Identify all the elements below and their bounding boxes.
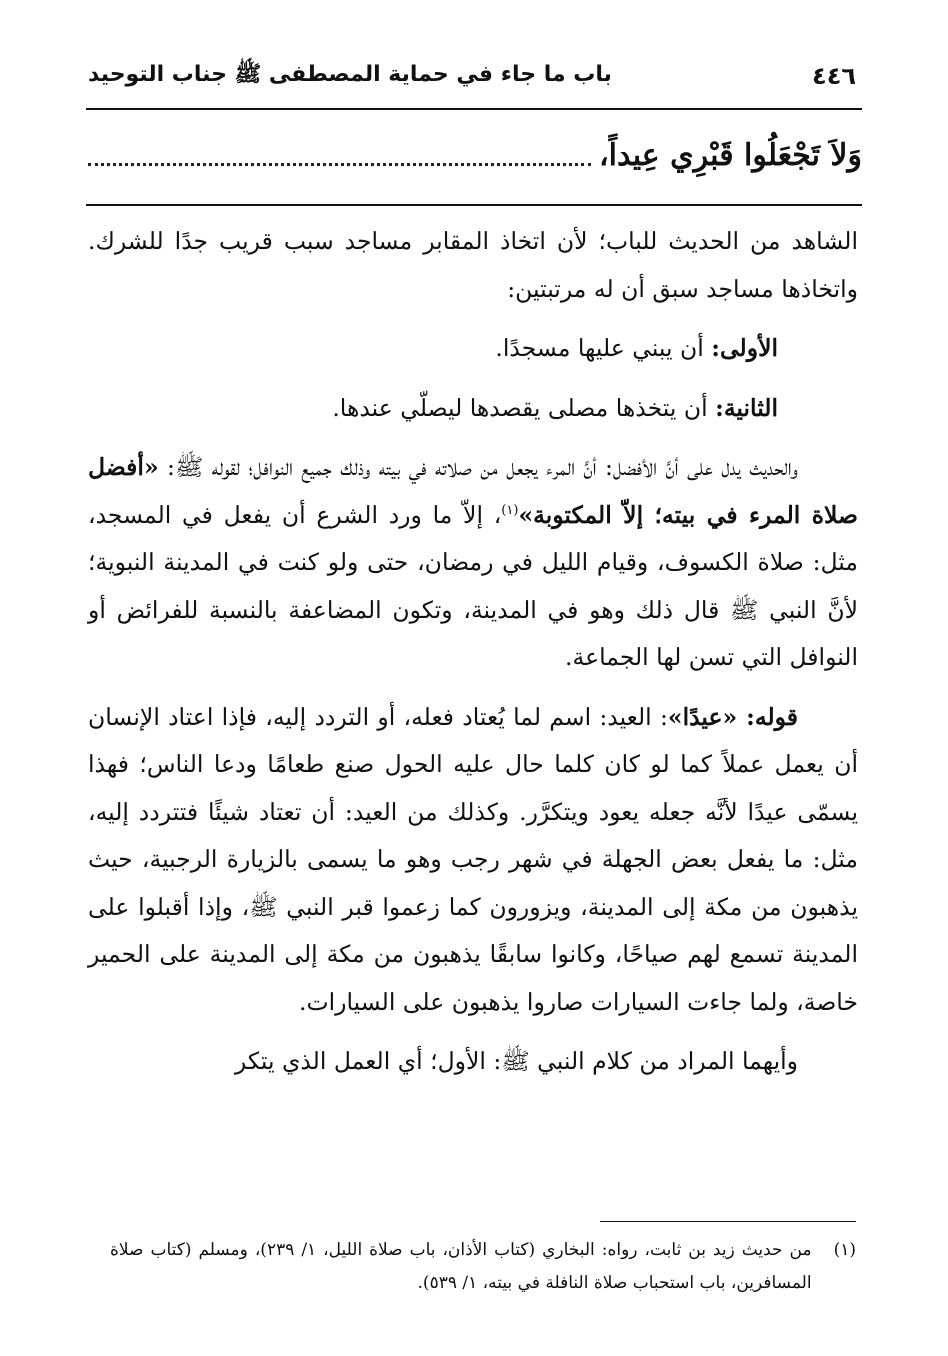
paragraph-4	[88, 444, 858, 682]
footnote-number: (١)	[833, 1240, 856, 1260]
first-rank-text: أن يبني عليها مسجدًا.	[495, 334, 704, 362]
footnote-reference: (١)	[501, 502, 519, 518]
paragraph-4-part-a: والحديث يدل على أنَّ الأفضل: أنَّ المرء يجعل من صلاته في بيته وذلك جميع النوافل؛ لقوله ﷺ:	[158, 453, 798, 481]
first-rank-label: الأولى:	[711, 334, 778, 362]
second-rank-text: أن يتخذها مصلى يقصدها ليصلّي عندها.	[332, 393, 708, 422]
heading-divider	[86, 204, 862, 206]
paragraph-4-part-b: ، إلاّ ما ورد الشرع أن يفعل في المسجد، مثل: صلاة الكسوف، وقيام الليل في رمضان، حتى ولو كنت في المدينة النبوية؛ لأنَّ النبي ﷺ قال ذلك وهو في المدينة، وتكون المضاعفة بالنسبة للفرائض أو النوافل التي تسن لها الجماعة.	[88, 500, 858, 671]
paragraph-5-text: : العيد: اسم لما يُعتاد فعله، أو التردد إليه، فإذا اعتاد الإنسان أن يعمل عملاً كما لو كان كلما حال عليه الحول صنع طعامًا ودعا الناس؛ فهذا يسمّى عيدًا لأنَّه جعله يعود ويتكرَّر. وكذلك من العيد: أن تعتاد شيئًا فتتردد إليه، مثل: ما يفعل بعض الجهلة في شهر رجب وهو ما يسمى بالزيارة الرجبية، حيث يذهبون من مكة إلى المدينة، ويزورون كما زعموا قبر النبي ﷺ، وإذا أقبلوا على المدينة تسمع لهم صياحًا، وكانوا سابقًا يذهبون من مكة إلى المدينة على الحمير خاصة، ولما جاءت السيارات صاروا يذهبون على السيارات.	[88, 702, 858, 1016]
qawluhu-label: قوله: «عيدًا»	[667, 702, 798, 731]
paragraph-5	[88, 694, 858, 1027]
hadith-heading-row	[88, 130, 862, 180]
page-number: ٤٤٦	[812, 62, 856, 90]
paragraph-6: وأيهما المراد من كلام النبي ﷺ: الأول؛ أي العمل الذي يتكر	[234, 1047, 798, 1075]
paragraph-1: الشاهد من الحديث للباب؛ لأن اتخاذ المقابر مساجد سبب قريب جدًا للشرك. واتخاذها مساجد سبق أن له مرتبتين:	[88, 227, 858, 303]
dotted-leader	[88, 163, 591, 166]
second-rank-label: الثانية:	[715, 393, 778, 422]
footnote	[110, 1234, 856, 1300]
footnote-divider	[600, 1221, 856, 1222]
hadith-heading: وَلاَ تَجْعَلُوا قَبْرِي عِيداً،	[598, 137, 862, 173]
footnote-text: من حديث زيد بن ثابت، رواه: البخاري (كتاب الأذان، باب صلاة الليل، ١/ ٢٣٩)، ومسلم (كتاب صلاة المسافرين، باب استحباب صلاة النافلة في بيته، ١/ ٥٣٩).	[110, 1240, 812, 1293]
page-header	[88, 56, 856, 96]
chapter-title: باب ما جاء في حماية المصطفى ﷺ جناب التوحيد	[88, 62, 612, 87]
header-divider	[86, 108, 862, 110]
hadith-quote: «أفضل صلاة المرء في بيته؛ إلاّ المكتوبة»	[88, 453, 859, 529]
commentary-body	[88, 218, 858, 1086]
paragraph-2	[88, 325, 858, 373]
paragraph-3	[88, 385, 858, 433]
